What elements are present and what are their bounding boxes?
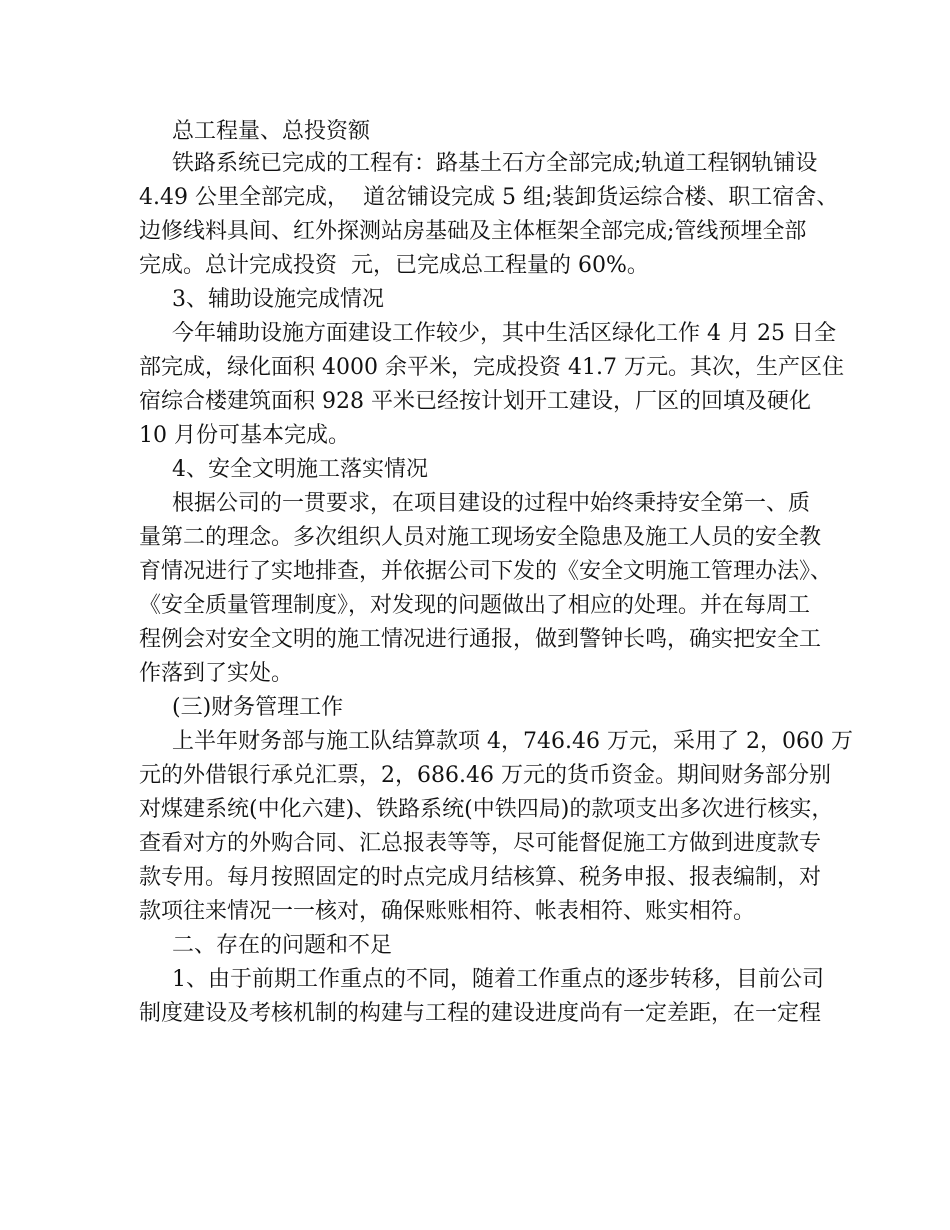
paragraph-line: 元的外借银行承兑汇票，2，686.46 万元的货币资金。期间财务部分别 — [139, 763, 831, 788]
paragraph-line: 作落到了实处。 — [139, 661, 294, 686]
paragraph-line: 4.49 公里全部完成， 道岔铺设完成 5 组;装卸货运综合楼、职工宿舍、 — [139, 185, 839, 210]
paragraph-line: 对煤建系统(中化六建)、铁路系统(中铁四局)的款项支出多次进行核实， — [139, 797, 834, 822]
section-heading: 总工程量、总投资额 — [172, 119, 371, 144]
paragraph-line: 今年辅助设施方面建设工作较少，其中生活区绿化工作 4 月 25 日全 — [172, 321, 836, 346]
paragraph-line: 查看对方的外购合同、汇总报表等等，尽可能督促施工方做到进度款专 — [139, 831, 822, 856]
section-heading: (三)财务管理工作 — [172, 695, 344, 720]
paragraph-line: 程例会对安全文明的施工情况进行通报，做到警钟长鸣，确实把安全工 — [139, 627, 822, 652]
paragraph-line: 育情况进行了实地排查，并依据公司下发的《安全文明施工管理办法》、 — [139, 559, 833, 584]
paragraph-line: 部完成，绿化面积 4000 余平米，完成投资 41.7 万元。其次，生产区住 — [139, 355, 844, 380]
paragraph-line: 制度建设及考核机制的构建与工程的建设进度尚有一定差距，在一定程 — [139, 1001, 822, 1026]
paragraph-line: 量第二的理念。多次组织人员对施工现场安全隐患及施工人员的安全教 — [139, 525, 822, 550]
paragraph-line: 宿综合楼建筑面积 928 平米已经按计划开工建设，厂区的回填及硬化 — [139, 389, 811, 414]
paragraph-line: 10 月份可基本完成。 — [139, 423, 350, 448]
paragraph-line: 铁路系统已完成的工程有：路基土石方全部完成;轨道工程钢轨铺设 — [172, 151, 818, 176]
paragraph-line: 完成。总计完成投资 元，已完成总工程量的 60%。 — [139, 253, 649, 278]
paragraph-line: 款项往来情况一一核对，确保账账相符、帐表相符、账实相符。 — [139, 899, 756, 924]
paragraph-line: 上半年财务部与施工队结算款项 4，746.46 万元，采用了 2，060 万 — [172, 729, 853, 754]
section-heading: 4、安全文明施工落实情况 — [172, 457, 428, 482]
paragraph-line: 边修线料具间、红外探测站房基础及主体框架全部完成;管线预埋全部 — [139, 219, 807, 244]
section-heading: 二、存在的问题和不足 — [172, 933, 393, 958]
paragraph-line: 《安全质量管理制度》，对发现的问题做出了相应的处理。并在每周工 — [139, 593, 811, 618]
section-heading: 3、辅助设施完成情况 — [172, 287, 384, 312]
paragraph-line: 根据公司的一贯要求，在项目建设的过程中始终秉持安全第一、质 — [172, 491, 811, 516]
paragraph-line: 款专用。每月按照固定的时点完成月结核算、税务申报、报表编制，对 — [139, 865, 822, 890]
paragraph-line: 1、由于前期工作重点的不同，随着工作重点的逐步转移，目前公司 — [172, 967, 824, 992]
